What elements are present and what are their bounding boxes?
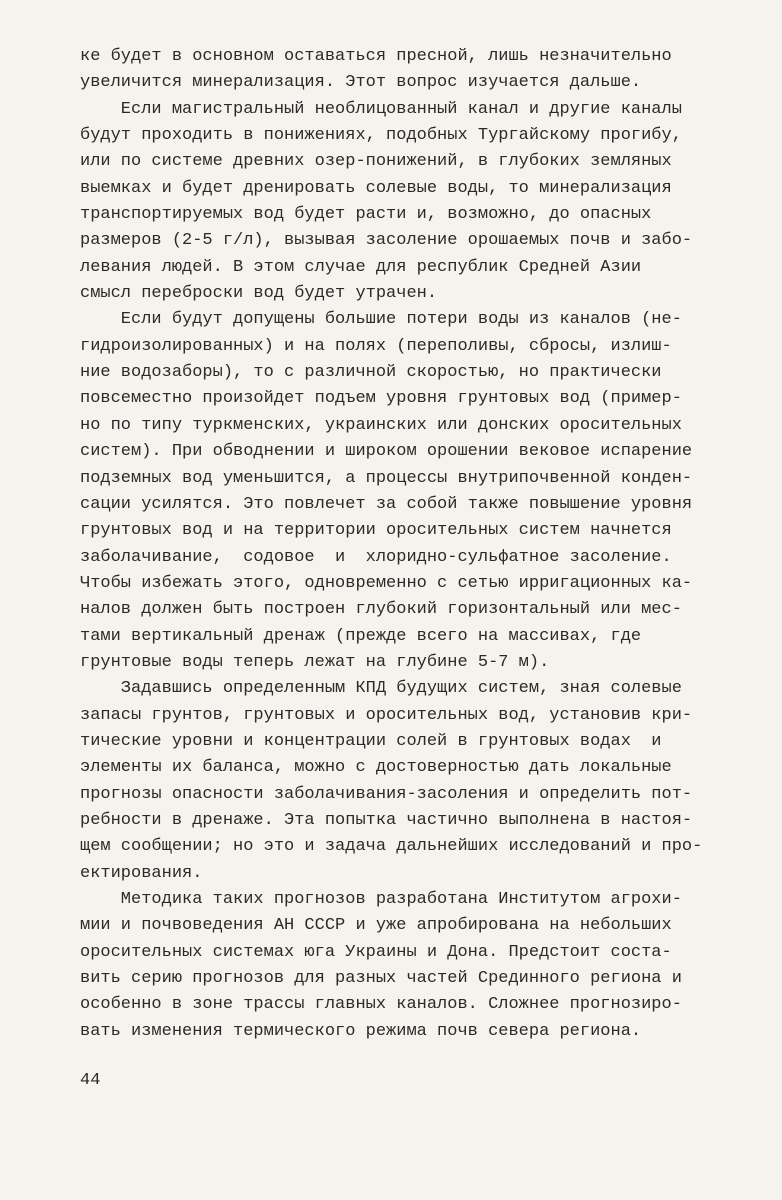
text-line: грунтовых вод и на территории оросительных систем начнется bbox=[80, 521, 672, 541]
text-line: систем). При обводнении и широком орошении вековое испарение bbox=[80, 442, 693, 462]
text-line: вать изменения термического режима почв севера региона. bbox=[80, 1021, 642, 1041]
text-line: повсеместно произойдет подъем уровня грунтовых вод (пример- bbox=[80, 389, 682, 409]
text-line: запасы грунтов, грунтовых и оросительных вод, установив кри- bbox=[80, 705, 693, 725]
text-line: ние водозаборы), то с различной скоростью, но практически bbox=[80, 363, 662, 383]
text-line: размеров (2-5 г/л), вызывая засоление орошаемых почв и забо- bbox=[80, 231, 693, 251]
text-line: заболачивание, содовое и хлоридно-сульфатное засоление. bbox=[80, 547, 672, 567]
text-line: мии и почвоведения АН СССР и уже апробирована на небольших bbox=[80, 916, 672, 936]
text-line: подземных вод уменьшится, а процессы внутрипочвенной конден- bbox=[80, 468, 693, 488]
body-text bbox=[80, 44, 730, 1045]
text-line: щем сообщении; но это и задача дальнейших исследований и про- bbox=[80, 837, 703, 857]
text-line: особенно в зоне трассы главных каналов. Сложнее прогнозиро- bbox=[80, 995, 682, 1015]
text-line: Задавшись определенным КПД будущих систем, зная солевые bbox=[80, 679, 682, 699]
page-number: 44 bbox=[80, 1071, 101, 1090]
text-line: грунтовые воды теперь лежат на глубине 5-7 м). bbox=[80, 652, 550, 672]
text-line: Методика таких прогнозов разработана Институтом агрохи- bbox=[80, 890, 682, 909]
text-line: вить серию прогнозов для разных частей Срединного региона и bbox=[80, 969, 682, 989]
text-line: ке будет в основном оставаться пресной, лишь незначительно bbox=[80, 47, 672, 66]
text-line: увеличится минерализация. Этот вопрос изучается дальше. bbox=[80, 73, 642, 93]
text-line: прогнозы опасности заболачивания-засоления и определить пот- bbox=[80, 784, 693, 804]
text-line: элементы их баланса, можно с достоверностью дать локальные bbox=[80, 758, 672, 778]
text-line: сации усилятся. Это повлечет за собой также повышение уровня bbox=[80, 494, 693, 514]
text-line: Если магистральный необлицованный канал и другие каналы bbox=[80, 99, 682, 119]
text-line: налов должен быть построен глубокий горизонтальный или мес- bbox=[80, 600, 682, 620]
text-line: оросительных системах юга Украины и Дона. Предстоит соста- bbox=[80, 942, 672, 962]
text-line: Чтобы избежать этого, одновременно с сетью ирригационных ка- bbox=[80, 573, 693, 593]
text-line: но по типу туркменских, украинских или донских оросительных bbox=[80, 415, 682, 435]
text-line: смысл переброски вод будет утрачен. bbox=[80, 284, 438, 304]
text-line: тические уровни и концентрации солей в грунтовых водах и bbox=[80, 731, 662, 751]
text-line: выемках и будет дренировать солевые воды, то минерализация bbox=[80, 178, 672, 198]
text-line: или по системе древних озер-понижений, в глубоких земляных bbox=[80, 152, 672, 172]
text-line: гидроизолированных) и на полях (переполивы, сбросы, излиш- bbox=[80, 336, 672, 356]
text-line: ребности в дренаже. Эта попытка частично выполнена в настоя- bbox=[80, 810, 693, 830]
text-line: будут проходить в понижениях, подобных Тургайскому прогибу, bbox=[80, 126, 682, 146]
text-line: транспортируемых вод будет расти и, возможно, до опасных bbox=[80, 205, 652, 225]
text-line: Если будут допущены большие потери воды из каналов (не- bbox=[80, 310, 682, 330]
text-line: ектирования. bbox=[80, 863, 203, 883]
text-line: тами вертикальный дренаж (прежде всего на массивах, где bbox=[80, 626, 642, 646]
text-line: левания людей. В этом случае для республик Средней Азии bbox=[80, 257, 642, 277]
